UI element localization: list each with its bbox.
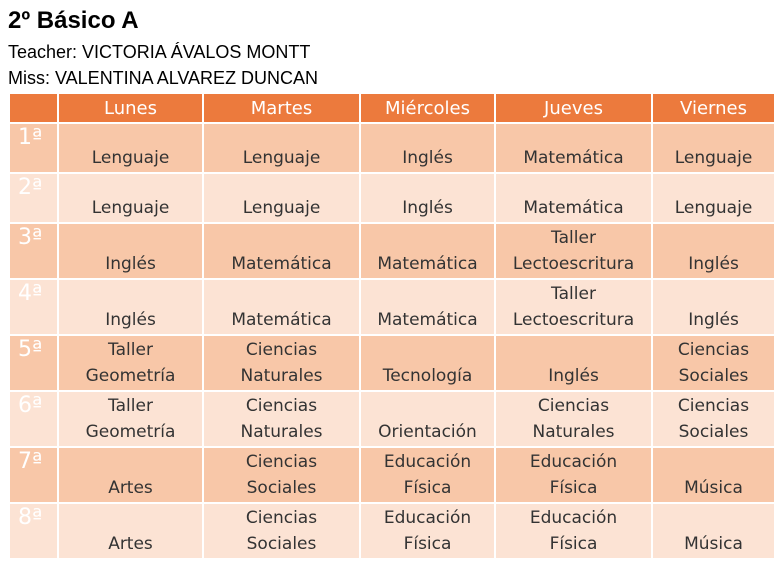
subject-text: Naturales — [240, 422, 323, 442]
subject-cell — [652, 223, 775, 279]
day-header: Martes — [203, 93, 360, 123]
schedule-header-row — [9, 93, 775, 123]
period-number: 1ª — [9, 123, 58, 173]
subject-cell — [58, 447, 203, 503]
subject-cell — [58, 503, 203, 559]
subject-text: Naturales — [240, 366, 323, 386]
subject-text: Inglés — [688, 254, 739, 274]
subject-text: Matemática — [231, 310, 332, 330]
schedule-row — [9, 173, 775, 223]
subject-text: Inglés — [402, 198, 453, 218]
subject-text: Lenguaje — [91, 198, 170, 218]
subject-cell — [495, 173, 652, 223]
subject-cell — [652, 279, 775, 335]
schedule-row — [9, 123, 775, 173]
subject-cell — [652, 335, 775, 391]
teacher-name: Teacher: VICTORIA ÁVALOS MONTT — [8, 42, 311, 62]
schedule-body — [9, 123, 775, 559]
subject-cell — [360, 503, 495, 559]
subject-cell — [495, 279, 652, 335]
subject-cell — [360, 223, 495, 279]
subject-cell — [203, 391, 360, 447]
subject-cell — [58, 223, 203, 279]
schedule-row — [9, 391, 775, 447]
subject-text: Matemática — [377, 310, 478, 330]
subject-text: Física — [549, 534, 598, 554]
subject-text: Lenguaje — [674, 148, 753, 168]
subject-text: Lenguaje — [242, 198, 321, 218]
subject-text: Ciencias — [245, 340, 318, 360]
period-number: 7ª — [9, 447, 58, 503]
subject-text: Ciencias — [245, 508, 318, 528]
subject-text: Matemática — [377, 254, 478, 274]
subject-cell — [203, 447, 360, 503]
subject-text: Física — [549, 478, 598, 498]
subject-text: Taller — [108, 340, 153, 360]
subject-cell — [360, 335, 495, 391]
schedule-row — [9, 447, 775, 503]
subject-text: Sociales — [678, 422, 749, 442]
subject-text: Ciencias — [537, 396, 610, 416]
subject-text: Lenguaje — [91, 148, 170, 168]
period-number: 3ª — [9, 223, 58, 279]
subject-text: Matemática — [523, 198, 624, 218]
period-number: 6ª — [9, 391, 58, 447]
schedule-table — [8, 92, 776, 560]
subject-cell — [495, 223, 652, 279]
subject-cell — [495, 123, 652, 173]
subject-text: Inglés — [548, 366, 599, 386]
subject-text: Inglés — [105, 310, 156, 330]
subject-text: Inglés — [105, 254, 156, 274]
subject-text: Geometría — [85, 366, 176, 386]
subject-cell — [360, 391, 495, 447]
subject-text: Geometría — [85, 422, 176, 442]
subject-cell — [58, 279, 203, 335]
subject-text: Física — [403, 534, 452, 554]
subject-text: Matemática — [523, 148, 624, 168]
subject-text: Lenguaje — [242, 148, 321, 168]
subject-cell — [203, 223, 360, 279]
subject-text: Educación — [529, 508, 618, 528]
subject-text: Taller — [551, 228, 596, 248]
day-header: Jueves — [495, 93, 652, 123]
page-title: 2º Básico A — [8, 7, 139, 34]
subject-text: Taller — [551, 284, 596, 304]
subject-cell — [652, 503, 775, 559]
subject-cell — [652, 173, 775, 223]
subject-text: Sociales — [246, 534, 317, 554]
subject-cell — [58, 335, 203, 391]
subject-cell — [652, 391, 775, 447]
period-number: 4ª — [9, 279, 58, 335]
subject-text: Artes — [108, 478, 153, 498]
subject-text: Educación — [383, 452, 472, 472]
subject-text: Tecnología — [382, 366, 473, 386]
schedule-row — [9, 223, 775, 279]
subject-cell — [652, 447, 775, 503]
subject-text: Inglés — [688, 310, 739, 330]
subject-cell — [203, 279, 360, 335]
subject-cell — [360, 279, 495, 335]
subject-text: Física — [403, 478, 452, 498]
subject-text: Lenguaje — [674, 198, 753, 218]
subject-text: Artes — [108, 534, 153, 554]
period-number: 2ª — [9, 173, 58, 223]
subject-cell — [360, 447, 495, 503]
subject-cell — [203, 335, 360, 391]
subject-cell — [495, 503, 652, 559]
subject-text: Orientación — [378, 422, 477, 442]
period-number: 5ª — [9, 335, 58, 391]
schedule-row — [9, 503, 775, 559]
subject-text: Ciencias — [245, 452, 318, 472]
subject-text: Música — [684, 534, 743, 554]
subject-text: Educación — [529, 452, 618, 472]
subject-cell — [203, 173, 360, 223]
subject-cell — [495, 447, 652, 503]
subject-text: Ciencias — [677, 340, 750, 360]
period-number: 8ª — [9, 503, 58, 559]
subject-cell — [360, 123, 495, 173]
subject-cell — [58, 123, 203, 173]
day-header: Miércoles — [360, 93, 495, 123]
subject-cell — [58, 391, 203, 447]
subject-text: Inglés — [402, 148, 453, 168]
day-header: Viernes — [652, 93, 775, 123]
miss-name: Miss: VALENTINA ALVAREZ DUNCAN — [8, 68, 319, 88]
subject-text: Matemática — [231, 254, 332, 274]
period-header-cell — [9, 93, 58, 123]
subject-cell — [495, 391, 652, 447]
subject-text: Sociales — [246, 478, 317, 498]
subject-text: Naturales — [532, 422, 615, 442]
subject-text: Taller — [108, 396, 153, 416]
subject-cell — [203, 503, 360, 559]
subject-text: Ciencias — [245, 396, 318, 416]
subject-text: Sociales — [678, 366, 749, 386]
subject-cell — [360, 173, 495, 223]
subject-text: Música — [684, 478, 743, 498]
schedule-row — [9, 335, 775, 391]
subject-cell — [652, 123, 775, 173]
subject-cell — [58, 173, 203, 223]
subject-cell — [495, 335, 652, 391]
subject-text: Ciencias — [677, 396, 750, 416]
subject-text: Lectoescritura — [512, 310, 635, 330]
subject-cell — [203, 123, 360, 173]
subject-text: Lectoescritura — [512, 254, 635, 274]
subject-text: Educación — [383, 508, 472, 528]
schedule-row — [9, 279, 775, 335]
day-header: Lunes — [58, 93, 203, 123]
